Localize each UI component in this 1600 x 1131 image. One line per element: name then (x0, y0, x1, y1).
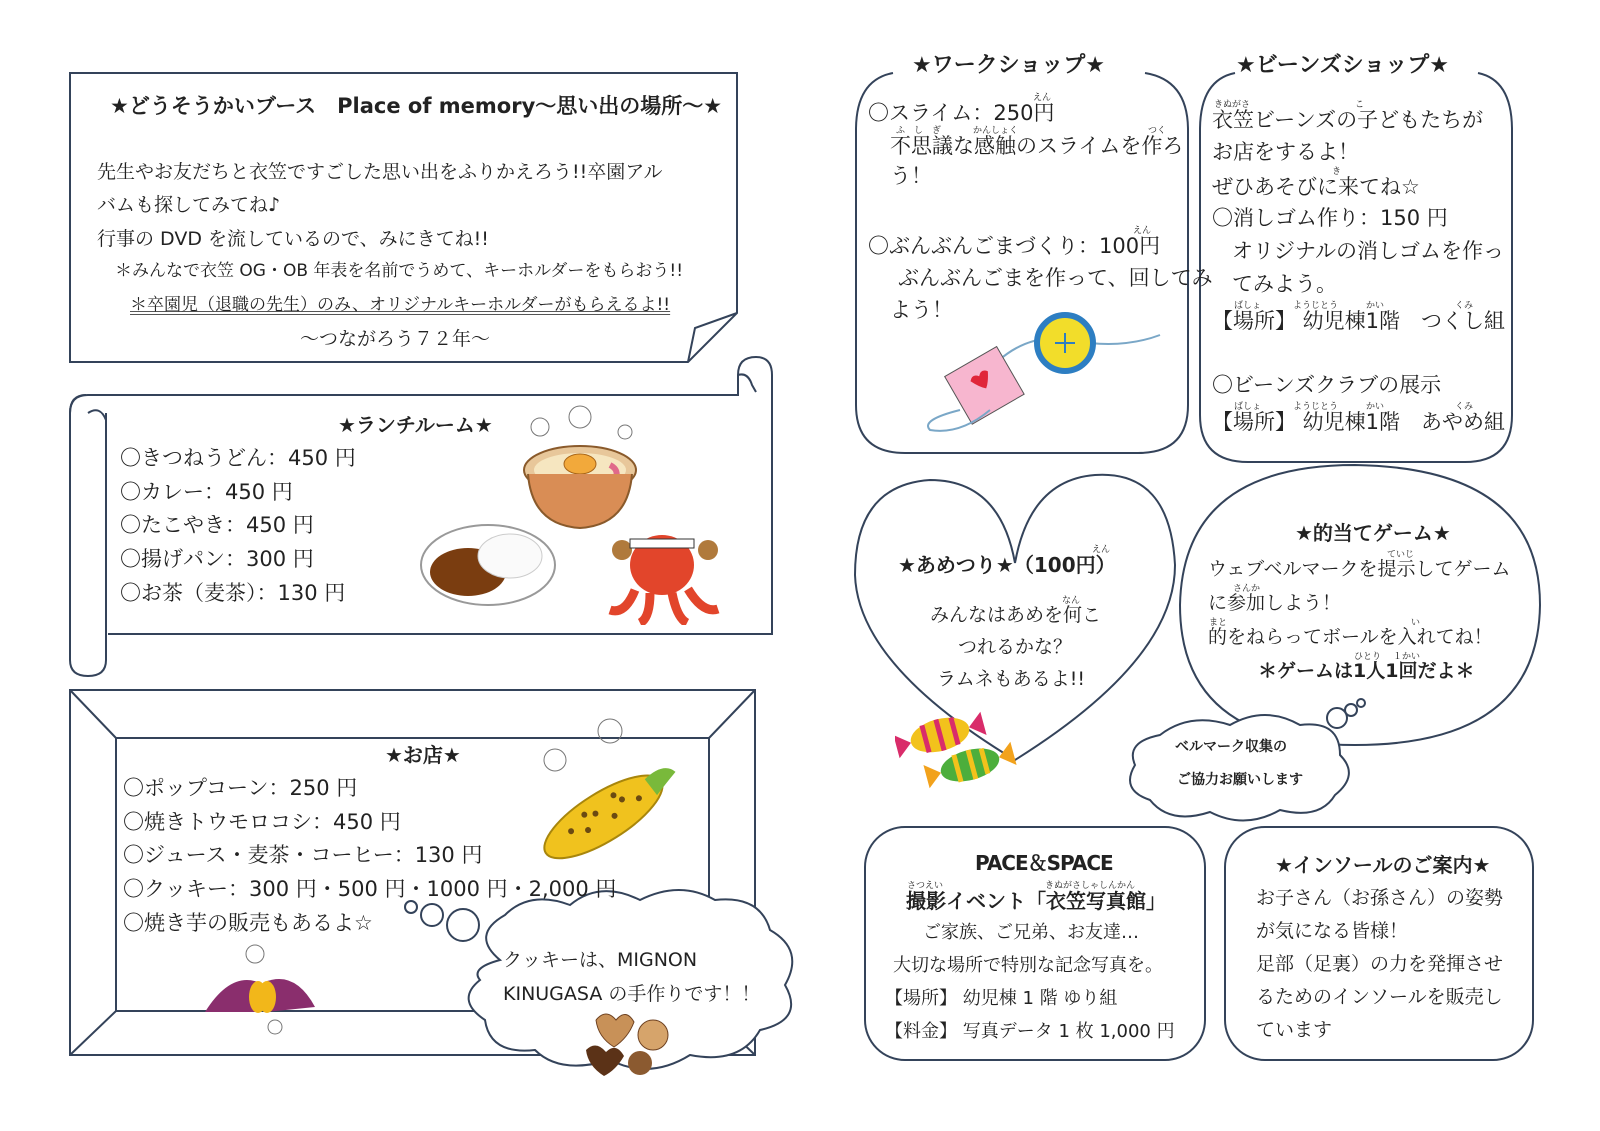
dousoukai-title: ★どうそうかいブース Place of memory～思い出の場所～★ (110, 94, 723, 118)
bellmark-note-2: ご協力お願いします (1177, 772, 1303, 788)
shop-item: 〇焼き芋の販売もあるよ☆ (123, 911, 373, 935)
workshop-ruby: えん (1033, 93, 1052, 103)
insole-line-3: 足部（足裏）の力を発揮させ (1256, 953, 1504, 975)
dousoukai-line-2: バムも探してみてね♪ (97, 194, 281, 216)
matoate-ruby: まと (1209, 618, 1228, 628)
bellmark-note-1: ベルマーク収集の (1175, 739, 1287, 755)
shop-item: 〇クッキー：300 円・500 円・1000 円・2,000 円 (123, 877, 617, 901)
beans-line-8: 〇ビーンズクラブの展示 (1212, 373, 1442, 397)
beans-ruby: き (1332, 167, 1342, 177)
lunch-item: 〇お茶（麦茶）：130 円 (120, 581, 346, 605)
ametsuri-ruby: なん (1062, 596, 1081, 606)
beans-ruby: ばしょ (1234, 402, 1262, 412)
beans-line-3: ぜひあそびに来てね☆ (1212, 175, 1420, 199)
workshop-line-2: 不思議な感触のスライムを作ろ (890, 134, 1184, 158)
photo-ruby: さつえい (907, 881, 944, 891)
insole-line-1: お子さん（お孫さん）の姿勢 (1256, 887, 1504, 909)
shop-title: ★お店★ (385, 743, 461, 767)
beans-line-6: てみよう。 (1232, 272, 1337, 296)
ametsuri-line-1: みんなはあめを何こ (930, 604, 1102, 626)
photo-line-3: 【場所】 幼児棟 1 階 ゆり組 (885, 988, 1118, 1009)
lunch-title: ★ランチルーム★ (338, 413, 493, 437)
dousoukai-line-6: ～つながろう７２年～ (300, 328, 491, 350)
matoate-ruby: ひとり (1354, 652, 1382, 662)
steam-icon (535, 715, 645, 775)
insole-line-5: ています (1256, 1019, 1333, 1041)
beans-ruby: くみ (1455, 402, 1474, 412)
workshop-line-5: ぶんぶんごまを作って、回してみ (898, 266, 1213, 290)
photo-title: 撮影イベント「衣笠写真館」 (906, 889, 1166, 913)
cookie-note-1: クッキーは、MIGNON (503, 949, 698, 971)
shop-item: 〇ジュース・麦茶・コーヒー：130 円 (123, 843, 483, 867)
workshop-line-6: よう！ (890, 298, 953, 322)
beans-title: ★ビーンズショップ★ (1236, 53, 1450, 78)
beans-line-1: 衣笠ビーンズの子どもたちが (1212, 108, 1484, 132)
matoate-ruby: い (1411, 618, 1421, 628)
workshop-ruby: かんしょく (973, 126, 1019, 136)
matoate-ruby: さんか (1233, 584, 1261, 594)
ametsuri-line-2: つれるかな？ (958, 636, 1073, 658)
beans-ruby: きぬがさ (1214, 100, 1251, 110)
steam-icon (520, 402, 640, 442)
bellmark-cloud (1130, 715, 1349, 821)
photo-line-4: 【料金】 写真データ 1 枚 1,000 円 (885, 1021, 1175, 1042)
cookies-illustration (578, 1005, 688, 1080)
workshop-line-1: 〇スライム：250円 (868, 101, 1055, 125)
matoate-line-2: に参加しよう！ (1208, 592, 1342, 614)
dousoukai-line-5: ＊卒園児（退職の先生）のみ、オリジナルキーホルダーがもらえるよ!! (130, 295, 671, 315)
cookie-note-2: KINUGASA の手作りです！！ (503, 983, 761, 1005)
workshop-title: ★ワークショップ★ (912, 53, 1106, 78)
lunch-item: 〇揚げパン：300 円 (120, 547, 314, 571)
matoate-ruby: １かい (1393, 652, 1421, 662)
beans-ruby: ようじとう (1293, 402, 1339, 412)
beans-ruby: かい (1366, 402, 1385, 412)
insole-line-4: るためのインソールを販売し (1256, 986, 1503, 1008)
workshop-line-3: う！ (890, 164, 932, 188)
lunch-item: 〇きつねうどん：450 円 (120, 446, 356, 470)
beans-line-4: 〇消しゴム作り：150 円 (1212, 206, 1448, 230)
curry-plate-illustration (418, 520, 558, 610)
matoate-line-1: ウェブベルマークを提示してゲーム (1208, 558, 1511, 580)
photo-ruby: きぬがさしゃしんかん (1045, 881, 1136, 891)
ametsuri-title: ★あめつり★（100円） (898, 553, 1116, 577)
shop-item: 〇焼きトウモロコシ：450 円 (123, 810, 401, 834)
beans-ruby: ようじとう (1293, 301, 1339, 311)
dousoukai-line-4: ＊みんなで衣笠 OG・OB 年表を名前でうめて、キーホルダーをもらおう!! (115, 261, 684, 281)
beans-line-2: お店をするよ！ (1212, 140, 1359, 164)
photo-line-2: 大切な場所で特別な記念写真を。 (893, 955, 1163, 976)
matoate-line-3: 的をねらってボールを入れてね！ (1208, 626, 1493, 648)
beans-line-7: 【場所】 幼児棟1階 つくし組 (1212, 309, 1506, 333)
workshop-line-4: 〇ぶんぶんごまづくり：100円 (868, 234, 1161, 258)
beans-line-9: 【場所】 幼児棟1階 あやめ組 (1212, 410, 1506, 434)
beans-ruby: かい (1366, 301, 1385, 311)
ametsuri-ruby: えん (1092, 545, 1111, 555)
octopus-illustration (600, 525, 730, 625)
matoate-title: ★的当てゲーム★ (1295, 521, 1451, 545)
workshop-ruby: ふ し ぎ (896, 126, 942, 136)
bunbungoma-illustration (920, 310, 1170, 435)
sweet-potato-illustration (200, 942, 320, 1037)
beans-ruby: くみ (1455, 301, 1474, 311)
dousoukai-line-1: 先生やお友だちと衣笠ですごした思い出をふりかえろう!!卒園アル (97, 161, 663, 183)
workshop-ruby: えん (1133, 226, 1152, 236)
matoate-line-4: ＊ゲームは1人1回だよ＊ (1258, 660, 1475, 682)
candy-illustration (895, 705, 1020, 790)
photo-line-1: ご家族、ご兄弟、お友達… (923, 922, 1139, 943)
lunch-item: 〇たこやき：450 円 (120, 513, 314, 537)
beans-ruby: こ (1355, 100, 1365, 110)
workshop-ruby: つく (1148, 126, 1167, 136)
insole-title: ★インソールのご案内★ (1275, 853, 1491, 877)
lunch-item: 〇カレー：450 円 (120, 480, 293, 504)
shop-item: 〇ポップコーン：250 円 (123, 776, 358, 800)
beans-line-5: オリジナルの消しゴムを作っ (1232, 239, 1504, 263)
ametsuri-line-3: ラムネもあるよ!! (937, 668, 1086, 690)
photo-brand: PACE＆SPACE (975, 851, 1113, 875)
beans-ruby: ばしょ (1234, 301, 1262, 311)
matoate-ruby: ていじ (1387, 550, 1415, 560)
dousoukai-line-3: 行事の DVD を流しているので、みにきてね!! (97, 228, 489, 250)
insole-line-2: が気になる皆様！ (1256, 920, 1409, 942)
